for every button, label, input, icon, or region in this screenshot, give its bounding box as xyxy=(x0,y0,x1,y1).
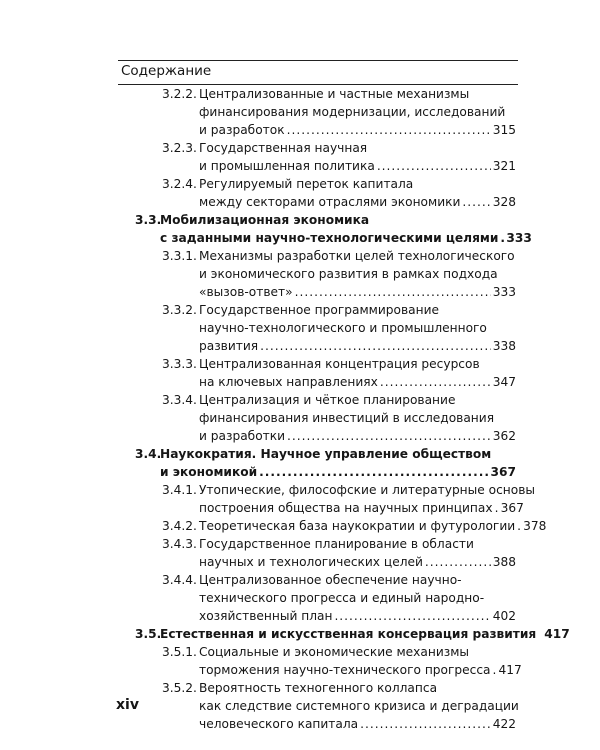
toc-title-line: Централизованная концентрация ресурсов xyxy=(199,357,480,371)
dot-leader xyxy=(260,338,491,354)
toc-title-line: Регулируемый переток капитала xyxy=(199,177,414,191)
toc-title-line: Естественная и искусственная консервация развития xyxy=(160,627,537,641)
toc-continuation xyxy=(199,320,516,336)
dot-leader xyxy=(380,374,491,390)
toc-title-line: «вызов-ответ» xyxy=(199,285,293,299)
toc-number: 3.4. xyxy=(135,447,162,461)
toc-entry-3-2-2[interactable] xyxy=(162,86,516,102)
toc-last-line xyxy=(199,608,516,624)
toc-title-line: Утопические, философские и литературные основы xyxy=(199,483,536,497)
toc-page-number: 422 xyxy=(492,717,516,731)
toc-number: 3.5.1. xyxy=(162,645,197,659)
toc-number: 3.4.1. xyxy=(162,483,197,497)
toc-number: 3.3.3. xyxy=(162,357,197,371)
toc-entry-3-5-1[interactable] xyxy=(162,644,516,660)
toc-last-line xyxy=(160,230,532,246)
toc-title-line: с заданными научно-технологическими целями xyxy=(160,231,499,245)
toc-page-number: 378 xyxy=(523,519,547,533)
toc-title-line: Вероятность техногенного коллапса xyxy=(199,681,438,695)
toc-number: 3.2.4. xyxy=(162,177,197,191)
dot-leader xyxy=(425,554,491,570)
toc-number: 3.2.3. xyxy=(162,141,197,155)
toc-title-line: финансирования инвестиций в исследования xyxy=(199,411,495,425)
toc-continuation xyxy=(199,698,519,714)
toc-entry-3-4-3[interactable] xyxy=(162,536,516,552)
toc-page-number: 362 xyxy=(492,429,516,443)
toc-entry-3-3-2[interactable] xyxy=(162,302,516,318)
toc-last-line xyxy=(199,158,516,174)
toc-title-line: Мобилизационная экономика xyxy=(160,213,370,227)
toc-title-line: Государственное планирование в области xyxy=(199,537,474,551)
toc-title-line: и экономикой xyxy=(160,465,258,479)
toc-page-number: 402 xyxy=(492,609,516,623)
toc-number: 3.4.4. xyxy=(162,573,197,587)
toc-section-3-3[interactable] xyxy=(135,212,516,228)
toc-title-line: финансирования модернизации, исследований xyxy=(199,105,506,119)
toc-entry-3-4-4[interactable] xyxy=(162,572,516,588)
toc-title-line: научно-технологического и промышленного xyxy=(199,321,487,335)
toc-number: 3.5. xyxy=(135,627,162,641)
toc-last-line xyxy=(199,194,516,210)
dot-leader xyxy=(517,518,521,534)
toc-title-line: технического прогресса и единый народно- xyxy=(199,591,485,605)
toc-page-number: 315 xyxy=(492,123,516,137)
toc-page-number: 333 xyxy=(506,231,532,245)
dot-leader xyxy=(493,662,497,678)
toc-title-line: Государственное программирование xyxy=(199,303,439,317)
toc-last-line xyxy=(199,428,516,444)
page-folio: xiv xyxy=(116,697,139,713)
toc-title-line: Наукократия. Научное управление обществом xyxy=(160,447,492,461)
toc-entry-3-2-4[interactable] xyxy=(162,176,516,192)
toc-entry-3-3-4[interactable] xyxy=(162,392,516,408)
dot-leader xyxy=(259,464,488,480)
toc-entry-3-4-1[interactable] xyxy=(162,482,536,498)
toc-entry-3-2-3[interactable] xyxy=(162,140,516,156)
toc-page-number: 333 xyxy=(492,285,516,299)
toc-section-3-4[interactable] xyxy=(135,446,516,462)
dot-leader xyxy=(295,284,491,300)
toc-title-line: Социальные и экономические механизмы xyxy=(199,645,470,659)
toc-entry-3-5-2[interactable] xyxy=(162,680,516,696)
toc-last-line xyxy=(199,122,516,138)
toc-continuation xyxy=(199,590,516,606)
dot-leader xyxy=(495,500,499,516)
toc-last-line xyxy=(199,338,516,354)
dot-leader xyxy=(500,230,504,246)
toc-number: 3.3.2. xyxy=(162,303,197,317)
toc-last-line xyxy=(199,500,524,516)
toc-page-number: 347 xyxy=(492,375,516,389)
toc-title-line: Централизация и чёткое планирование xyxy=(199,393,456,407)
toc-continuation xyxy=(199,410,516,426)
toc-section-3-5[interactable] xyxy=(135,626,570,642)
toc-last-line xyxy=(199,374,516,390)
toc-title-line: Теоретическая база наукократии и футурологии xyxy=(199,519,516,533)
toc-page-number: 417 xyxy=(498,663,522,677)
toc-number: 3.3.1. xyxy=(162,249,197,263)
toc-title-line: между секторами отраслями экономики xyxy=(199,195,461,209)
toc-last-line xyxy=(199,716,516,732)
toc-last-line xyxy=(160,464,516,480)
toc-entry-3-3-3[interactable] xyxy=(162,356,516,372)
toc-title-line: Государственная научная xyxy=(199,141,368,155)
dot-leader xyxy=(462,194,490,210)
toc-title-line: торможения научно-технического прогресса xyxy=(199,663,491,677)
toc-page-number: 367 xyxy=(500,501,524,515)
toc-entry-3-3-1[interactable] xyxy=(162,248,516,264)
toc-title-line: и промышленная политика xyxy=(199,159,375,173)
toc-entry-3-4-2[interactable] xyxy=(162,518,547,534)
dot-leader xyxy=(377,158,491,174)
toc-title-line: как следствие системного кризиса и деградации xyxy=(199,699,519,713)
toc-title-line: и разработки xyxy=(199,429,286,443)
toc-number: 3.3.4. xyxy=(162,393,197,407)
toc-title-line: на ключевых направлениях xyxy=(199,375,378,389)
toc-title-line: и экономического развития в рамках подхода xyxy=(199,267,498,281)
toc-number: 3.4.2. xyxy=(162,519,197,533)
toc-number: 3.3. xyxy=(135,213,162,227)
toc-continuation xyxy=(199,266,516,282)
toc-page-number: 388 xyxy=(492,555,516,569)
toc-title-line: Централизованное обеспечение научно- xyxy=(199,573,462,587)
dot-leader xyxy=(287,428,491,444)
dot-leader xyxy=(287,122,491,138)
toc-continuation xyxy=(199,104,516,120)
toc-title-line: и разработок xyxy=(199,123,285,137)
toc-page-number: 328 xyxy=(492,195,516,209)
toc-number: 3.5.2. xyxy=(162,681,197,695)
toc-title-line: Централизованные и частные механизмы xyxy=(199,87,470,101)
toc-number: 3.4.3. xyxy=(162,537,197,551)
running-header-title: Содержание xyxy=(121,63,212,79)
toc-page-number: 417 xyxy=(544,627,570,641)
toc-page-number: 367 xyxy=(490,465,516,479)
toc-last-line xyxy=(199,554,516,570)
toc-title-line: научных и технологических целей xyxy=(199,555,423,569)
toc-page-number: 321 xyxy=(492,159,516,173)
toc-title-line: Механизмы разработки целей технологического xyxy=(199,249,515,263)
toc-last-line xyxy=(199,662,522,678)
toc-number: 3.2.2. xyxy=(162,87,197,101)
dot-leader xyxy=(334,608,490,624)
toc-title-line: построения общества на научных принципах xyxy=(199,501,493,515)
toc-last-line xyxy=(199,284,516,300)
toc-title-line: человеческого капитала xyxy=(199,717,359,731)
toc-page-number: 338 xyxy=(492,339,516,353)
toc-title-line: развития xyxy=(199,339,259,353)
dot-leader xyxy=(360,716,491,732)
toc-title-line: хозяйственный план xyxy=(199,609,333,623)
